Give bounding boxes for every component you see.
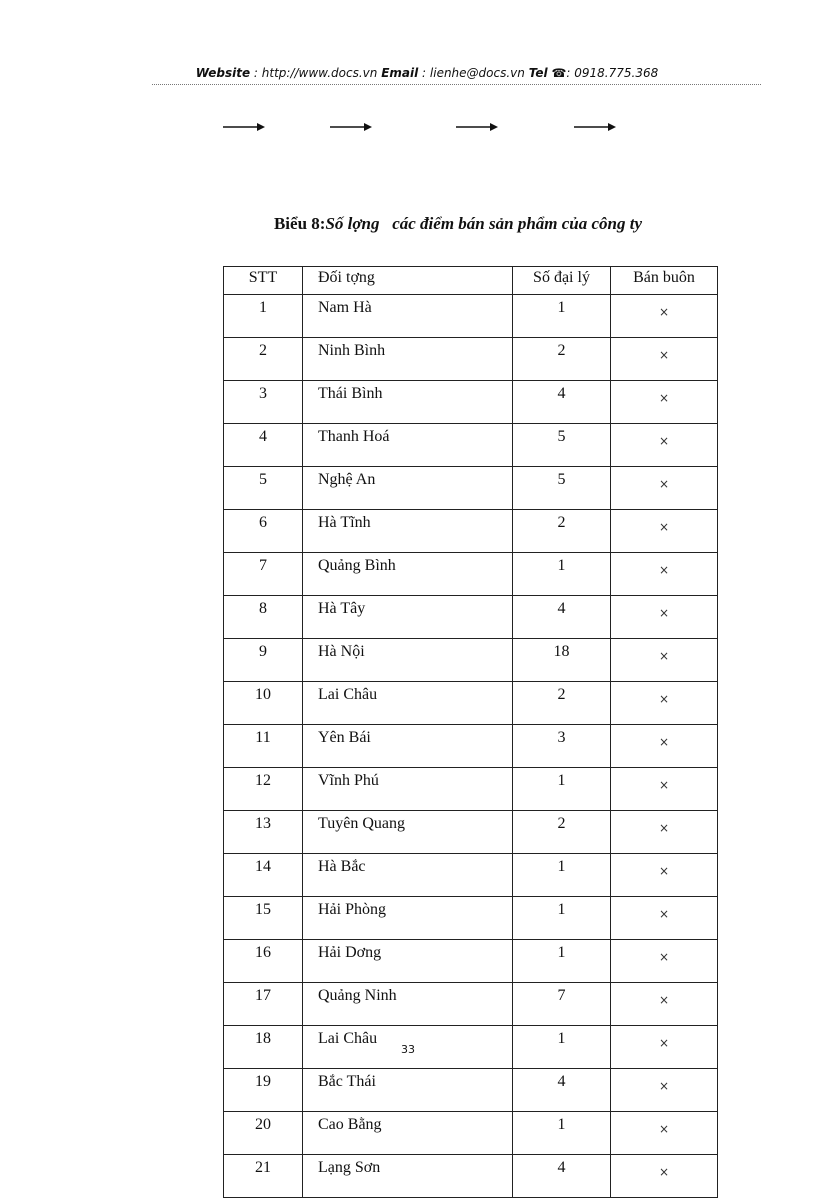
cell-doi-tuong: Hà Nội bbox=[303, 639, 513, 682]
email-value: : lienhe@docs.vn bbox=[422, 66, 525, 80]
table-row bbox=[224, 295, 718, 338]
cell-stt: 8 bbox=[224, 596, 303, 639]
col-header-ban-buon: Bán buôn bbox=[611, 267, 718, 295]
table-row bbox=[224, 725, 718, 768]
cell-stt: 14 bbox=[224, 854, 303, 897]
cell-stt: 10 bbox=[224, 682, 303, 725]
cell-ban-buon: × bbox=[611, 381, 718, 424]
cell-ban-buon: × bbox=[611, 897, 718, 940]
table-row bbox=[224, 811, 718, 854]
cell-stt: 5 bbox=[224, 467, 303, 510]
col-header-doi-tuong: Đối tợng bbox=[303, 267, 513, 295]
cell-doi-tuong: Lai Châu bbox=[303, 682, 513, 725]
cell-ban-buon: × bbox=[611, 940, 718, 983]
cell-so-dai-ly: 4 bbox=[513, 1155, 611, 1198]
table-row bbox=[224, 338, 718, 381]
cell-so-dai-ly: 2 bbox=[513, 338, 611, 381]
arrow-right-icon bbox=[223, 122, 265, 132]
table-header-row bbox=[224, 267, 718, 295]
cell-so-dai-ly: 1 bbox=[513, 295, 611, 338]
cell-so-dai-ly: 1 bbox=[513, 940, 611, 983]
website-label: Website bbox=[195, 66, 251, 80]
cell-so-dai-ly: 5 bbox=[513, 424, 611, 467]
cell-doi-tuong: Hà Tĩnh bbox=[303, 510, 513, 553]
table-row bbox=[224, 424, 718, 467]
cell-ban-buon: × bbox=[611, 1069, 718, 1112]
tel-label: Tel bbox=[528, 66, 548, 80]
cell-ban-buon: × bbox=[611, 424, 718, 467]
cell-stt: 13 bbox=[224, 811, 303, 854]
cell-stt: 3 bbox=[224, 381, 303, 424]
table-row bbox=[224, 381, 718, 424]
cell-stt: 7 bbox=[224, 553, 303, 596]
cell-ban-buon: × bbox=[611, 725, 718, 768]
arrow-right-icon bbox=[574, 122, 616, 132]
cell-stt: 9 bbox=[224, 639, 303, 682]
table-row bbox=[224, 467, 718, 510]
cell-doi-tuong: Yên Bái bbox=[303, 725, 513, 768]
cell-doi-tuong: Thái Bình bbox=[303, 381, 513, 424]
arrow-right-icon bbox=[330, 122, 372, 132]
cell-so-dai-ly: 2 bbox=[513, 811, 611, 854]
phone-icon: ☎ bbox=[551, 66, 567, 80]
cell-stt: 16 bbox=[224, 940, 303, 983]
cell-ban-buon: × bbox=[611, 811, 718, 854]
cell-ban-buon: × bbox=[611, 682, 718, 725]
table-row bbox=[224, 897, 718, 940]
table-row bbox=[224, 1155, 718, 1198]
cell-stt: 1 bbox=[224, 295, 303, 338]
cell-doi-tuong: Nam Hà bbox=[303, 295, 513, 338]
cell-so-dai-ly: 1 bbox=[513, 553, 611, 596]
cell-so-dai-ly: 18 bbox=[513, 639, 611, 682]
table-row bbox=[224, 553, 718, 596]
cell-ban-buon: × bbox=[611, 596, 718, 639]
cell-doi-tuong: Nghệ An bbox=[303, 467, 513, 510]
table-row bbox=[224, 682, 718, 725]
tel-value: : 0918.775.368 bbox=[566, 66, 659, 80]
cell-so-dai-ly: 7 bbox=[513, 983, 611, 1026]
cell-ban-buon: × bbox=[611, 338, 718, 381]
cell-so-dai-ly: 1 bbox=[513, 1026, 611, 1069]
cell-stt: 21 bbox=[224, 1155, 303, 1198]
email-label: Email bbox=[381, 66, 419, 80]
cell-doi-tuong: Lai Châu bbox=[303, 1026, 513, 1069]
cell-ban-buon: × bbox=[611, 1112, 718, 1155]
table-row bbox=[224, 983, 718, 1026]
cell-ban-buon: × bbox=[611, 510, 718, 553]
cell-doi-tuong: Quảng Bình bbox=[303, 553, 513, 596]
table-row bbox=[224, 1069, 718, 1112]
table-row bbox=[224, 940, 718, 983]
cell-doi-tuong: Thanh Hoá bbox=[303, 424, 513, 467]
cell-stt: 4 bbox=[224, 424, 303, 467]
col-header-so-dai-ly: Số đại lý bbox=[513, 267, 611, 295]
table-row bbox=[224, 639, 718, 682]
cell-so-dai-ly: 3 bbox=[513, 725, 611, 768]
cell-doi-tuong: Lạng Sơn bbox=[303, 1155, 513, 1198]
table-row bbox=[224, 596, 718, 639]
cell-so-dai-ly: 4 bbox=[513, 381, 611, 424]
cell-stt: 19 bbox=[224, 1069, 303, 1112]
cell-ban-buon: × bbox=[611, 854, 718, 897]
cell-doi-tuong: Ninh Bình bbox=[303, 338, 513, 381]
cell-doi-tuong: Hải Phòng bbox=[303, 897, 513, 940]
cell-stt: 17 bbox=[224, 983, 303, 1026]
cell-ban-buon: × bbox=[611, 768, 718, 811]
table-row bbox=[224, 1112, 718, 1155]
col-header-stt: STT bbox=[224, 267, 303, 295]
cell-doi-tuong: Hà Tây bbox=[303, 596, 513, 639]
cell-so-dai-ly: 4 bbox=[513, 1069, 611, 1112]
cell-so-dai-ly: 2 bbox=[513, 682, 611, 725]
arrow-right-icon bbox=[456, 122, 498, 132]
page-header bbox=[0, 66, 816, 82]
cell-so-dai-ly: 1 bbox=[513, 854, 611, 897]
cell-doi-tuong: Cao Bằng bbox=[303, 1112, 513, 1155]
table-row bbox=[224, 854, 718, 897]
cell-stt: 18 bbox=[224, 1026, 303, 1069]
website-value: : http://www.docs.vn bbox=[253, 66, 378, 80]
cell-doi-tuong: Vĩnh Phú bbox=[303, 768, 513, 811]
cell-stt: 15 bbox=[224, 897, 303, 940]
cell-doi-tuong: Hải Dơng bbox=[303, 940, 513, 983]
cell-doi-tuong: Hà Bắc bbox=[303, 854, 513, 897]
agents-table bbox=[223, 266, 718, 1198]
table-row bbox=[224, 510, 718, 553]
cell-ban-buon: × bbox=[611, 295, 718, 338]
cell-ban-buon: × bbox=[611, 1155, 718, 1198]
page-number: 33 bbox=[401, 1043, 415, 1056]
cell-so-dai-ly: 4 bbox=[513, 596, 611, 639]
cell-stt: 12 bbox=[224, 768, 303, 811]
table-row bbox=[224, 768, 718, 811]
cell-ban-buon: × bbox=[611, 553, 718, 596]
cell-stt: 2 bbox=[224, 338, 303, 381]
cell-ban-buon: × bbox=[611, 467, 718, 510]
table-title bbox=[0, 214, 816, 234]
cell-so-dai-ly: 1 bbox=[513, 768, 611, 811]
cell-ban-buon: × bbox=[611, 1026, 718, 1069]
cell-so-dai-ly: 5 bbox=[513, 467, 611, 510]
cell-ban-buon: × bbox=[611, 983, 718, 1026]
cell-stt: 11 bbox=[224, 725, 303, 768]
cell-doi-tuong: Bắc Thái bbox=[303, 1069, 513, 1112]
cell-stt: 6 bbox=[224, 510, 303, 553]
cell-doi-tuong: Quảng Ninh bbox=[303, 983, 513, 1026]
cell-so-dai-ly: 1 bbox=[513, 1112, 611, 1155]
table-title-text: Số lợng các điểm bán sản phẩm của công ty bbox=[325, 214, 643, 233]
cell-doi-tuong: Tuyên Quang bbox=[303, 811, 513, 854]
cell-so-dai-ly: 2 bbox=[513, 510, 611, 553]
cell-so-dai-ly: 1 bbox=[513, 897, 611, 940]
header-divider bbox=[152, 84, 761, 85]
cell-stt: 20 bbox=[224, 1112, 303, 1155]
table-title-prefix: Biểu 8: bbox=[273, 214, 326, 233]
cell-ban-buon: × bbox=[611, 639, 718, 682]
